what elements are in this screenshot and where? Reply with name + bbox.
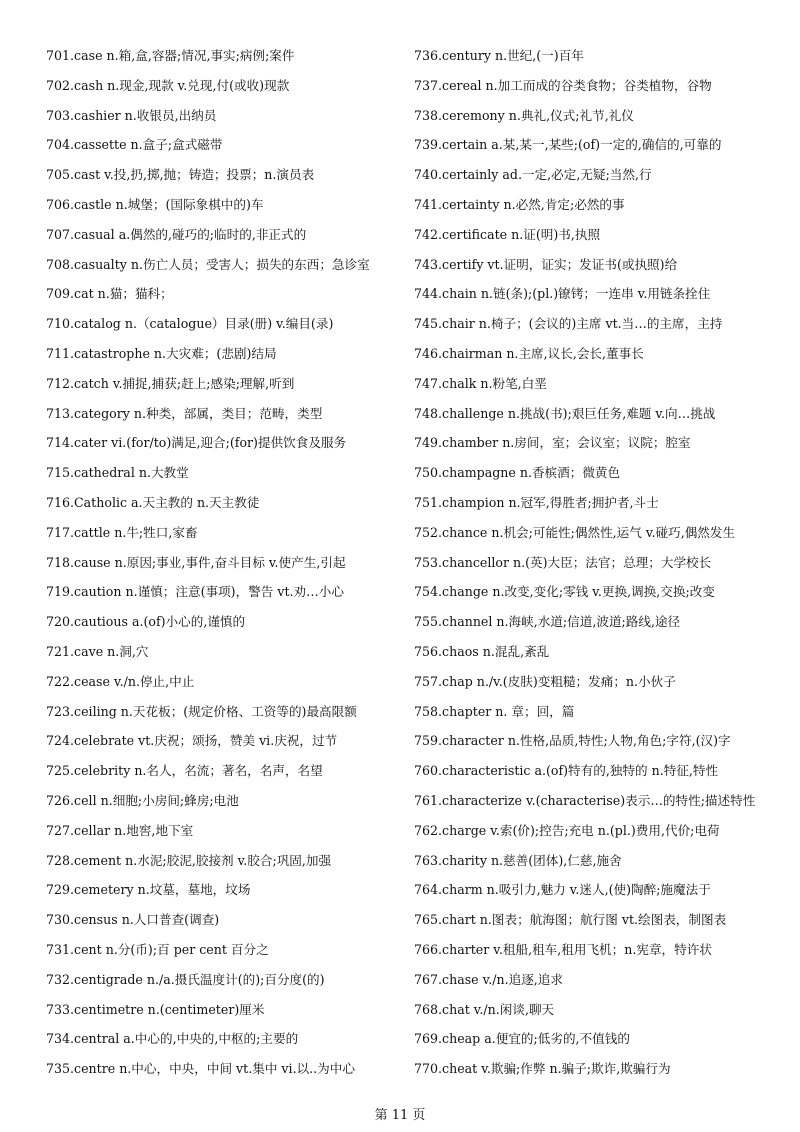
vocab-entry: 744.chain n.链(条);(pl.)镣铐；一连串 v.用链条拴住 [414,286,711,302]
vocab-entry: 749.chamber n.房间，室；会议室；议院；腔室 [414,435,691,451]
vocab-entry: 762.charge v.索(价);控告;充电 n.(pl.)费用,代价;电荷 [414,822,720,838]
vocab-entry: 760.characteristic a.(of)特有的,独特的 n.特征,特性 [414,763,719,779]
vocab-entry: 770.cheat v.欺骗;作弊 n.骗子;欺诈,欺骗行为 [414,1061,671,1077]
vocab-entry: 764.charm n.吸引力,魅力 v.迷人,(使)陶醉;施魔法于 [414,882,711,898]
vocab-entry: 720.cautious a.(of)小心的,谨慎的 [46,614,246,630]
vocab-entry: 761.characterize v.(characterise)表示…的特性;描述特性 [414,792,756,808]
vocab-entry: 737.cereal n.加工而成的谷类食物；谷类植物，谷物 [414,77,712,93]
vocab-entry: 743.certify vt.证明，证实；发证书(或执照)给 [414,256,678,272]
vocab-entry: 727.cellar n.地窖,地下室 [46,822,194,838]
vocab-entry: 759.character n.性格,品质,特性;人物,角色;字符,(汉)字 [414,733,731,749]
vocab-entry: 707.casual a.偶然的,碰巧的;临时的,非正式的 [46,226,307,242]
vocab-entry: 711.catastrophe n.大灾难；(悲剧)结局 [46,345,277,361]
vocab-entry: 725.celebrity n.名人，名流；著名，名声，名望 [46,763,323,779]
vocab-entry: 741.certainty n.必然,肯定;必然的事 [414,196,625,212]
vocab-entry: 716.Catholic a.天主教的 n.天主教徒 [46,494,260,510]
vocab-entry: 730.census n.人口普查(调查) [46,912,220,928]
vocab-entry: 765.chart n.图表；航海图；航行图 vt.绘图表，制图表 [414,912,727,928]
right-column [414,46,786,1089]
vocab-entry: 738.ceremony n.典礼,仪式;礼节,礼仪 [414,107,634,123]
vocab-entry: 704.cassette n.盒子;盒式磁带 [46,137,223,153]
vocab-entry: 722.cease v./n.停止,中止 [46,673,195,689]
vocab-entry: 729.cemetery n.坟墓，墓地，坟场 [46,882,251,898]
vocab-entry: 715.cathedral n.大教堂 [46,465,189,481]
vocab-entry: 713.category n.种类，部属，类目；范畴，类型 [46,405,323,421]
vocab-entry: 746.chairman n.主席,议长,会长,董事长 [414,345,644,361]
vocab-entry: 735.centre n.中心，中央，中间 vt.集中 vi.以..为中心 [46,1061,355,1077]
vocab-entry: 758.chapter n. 章；回，篇 [414,703,575,719]
vocab-entry: 757.chap n./v.(皮肤)变粗糙；发痛；n.小伙子 [414,673,676,689]
vocab-entry: 736.century n.世纪,(一)百年 [414,48,584,63]
vocab-entry: 754.change n.改变,变化;零钱 v.更换,调换,交换;改变 [414,584,715,600]
vocab-entry: 717.cattle n.牛;牲口,家畜 [46,524,198,540]
vocab-entry: 766.charter v.租船,租车,租用飞机；n.宪章，特许状 [414,941,712,957]
vocab-entry: 714.cater vi.(for/to)满足,迎合;(for)提供饮食及服务 [46,435,347,451]
vocab-entry: 706.castle n.城堡；(国际象棋中的)车 [46,196,264,212]
vocab-entry: 703.cashier n.收银员,出纳员 [46,107,217,123]
vocab-entry: 721.cave n.洞,穴 [46,643,149,659]
vocab-entry: 708.casualty n.伤亡人员；受害人；损失的东西；急诊室 [46,256,370,272]
vocab-entry: 767.chase v./n.追逐,追求 [414,971,563,987]
vocab-entry: 712.catch v.捕捉,捕获;赶上;感染;理解,听到 [46,375,295,391]
vocab-entry: 753.chancellor n.(英)大臣；法官；总理；大学校长 [414,554,712,570]
vocab-entry: 769.cheap a.便宜的;低劣的,不值钱的 [414,1031,630,1047]
vocab-entry: 763.charity n.慈善(团体),仁慈,施舍 [414,852,622,868]
vocab-entry: 740.certainly ad.一定,必定,无疑;当然,行 [414,167,652,183]
vocab-entry: 752.chance n.机会;可能性;偶然性,运气 v.碰巧,偶然发生 [414,524,736,540]
vocab-entry: 726.cell n.细胞;小房间;蜂房;电池 [46,792,239,808]
page-number: 第 11 页 [374,1108,426,1123]
vocab-entry: 728.cement n.水泥;胶泥,胶接剂 v.胶合;巩固,加强 [46,852,332,868]
vocab-entry: 733.centimetre n.(centimeter)厘米 [46,1001,265,1017]
vocab-entry: 748.challenge n.挑战(书);艰巨任务,难题 v.向…挑战 [414,405,716,421]
vocab-entry: 718.cause n.原因;事业,事件,奋斗目标 v.使产生,引起 [46,554,346,570]
left-column [46,46,418,1089]
vocab-entry: 709.cat n.猫；猫科； [46,286,173,302]
vocab-entry: 710.catalog n.（catalogue）目录(册) v.编目(录) [46,316,334,332]
vocab-entry: 724.celebrate vt.庆祝；颂扬，赞美 vi.庆祝，过节 [46,733,338,749]
vocab-entry: 723.ceiling n.天花板；(规定价格、工资等的)最高限额 [46,703,357,719]
vocab-entry: 739.certain a.某,某一,某些;(of)一定的,确信的,可靠的 [414,137,722,153]
vocab-entry: 768.chat v./n.闲谈,聊天 [414,1001,555,1017]
vocab-entry: 742.certificate n.证(明)书,执照 [414,226,601,242]
vocab-entry: 732.centigrade n./a.摄氏温度计(的);百分度(的) [46,971,325,987]
vocab-entry: 701.case n.箱,盒,容器;情况,事实;病例;案件 [46,48,295,63]
vocab-entry: 734.central a.中心的,中央的,中枢的;主要的 [46,1031,299,1047]
vocab-entry: 750.champagne n.香槟酒；微黄色 [414,465,621,481]
vocab-entry: 705.cast v.投,扔,掷,抛；铸造；投票；n.演员表 [46,167,315,183]
vocab-entry: 756.chaos n.混乱,紊乱 [414,643,550,659]
vocab-entry: 731.cent n.分(币);百 per cent 百分之 [46,941,269,957]
vocab-entry: 745.chair n.椅子；(会议的)主席 vt.当…的主席，主持 [414,316,723,332]
vocab-entry: 755.channel n.海峡,水道;信道,波道;路线,途径 [414,614,681,630]
vocab-entry: 751.champion n.冠军,得胜者;拥护者,斗士 [414,494,659,510]
vocab-entry: 719.caution n.谨慎；注意(事项)，警告 vt.劝…小心 [46,584,344,600]
vocab-entry: 702.cash n.现金,现款 v.兑现,付(或收)现款 [46,77,290,93]
vocab-entry: 747.chalk n.粉笔,白垩 [414,375,547,391]
